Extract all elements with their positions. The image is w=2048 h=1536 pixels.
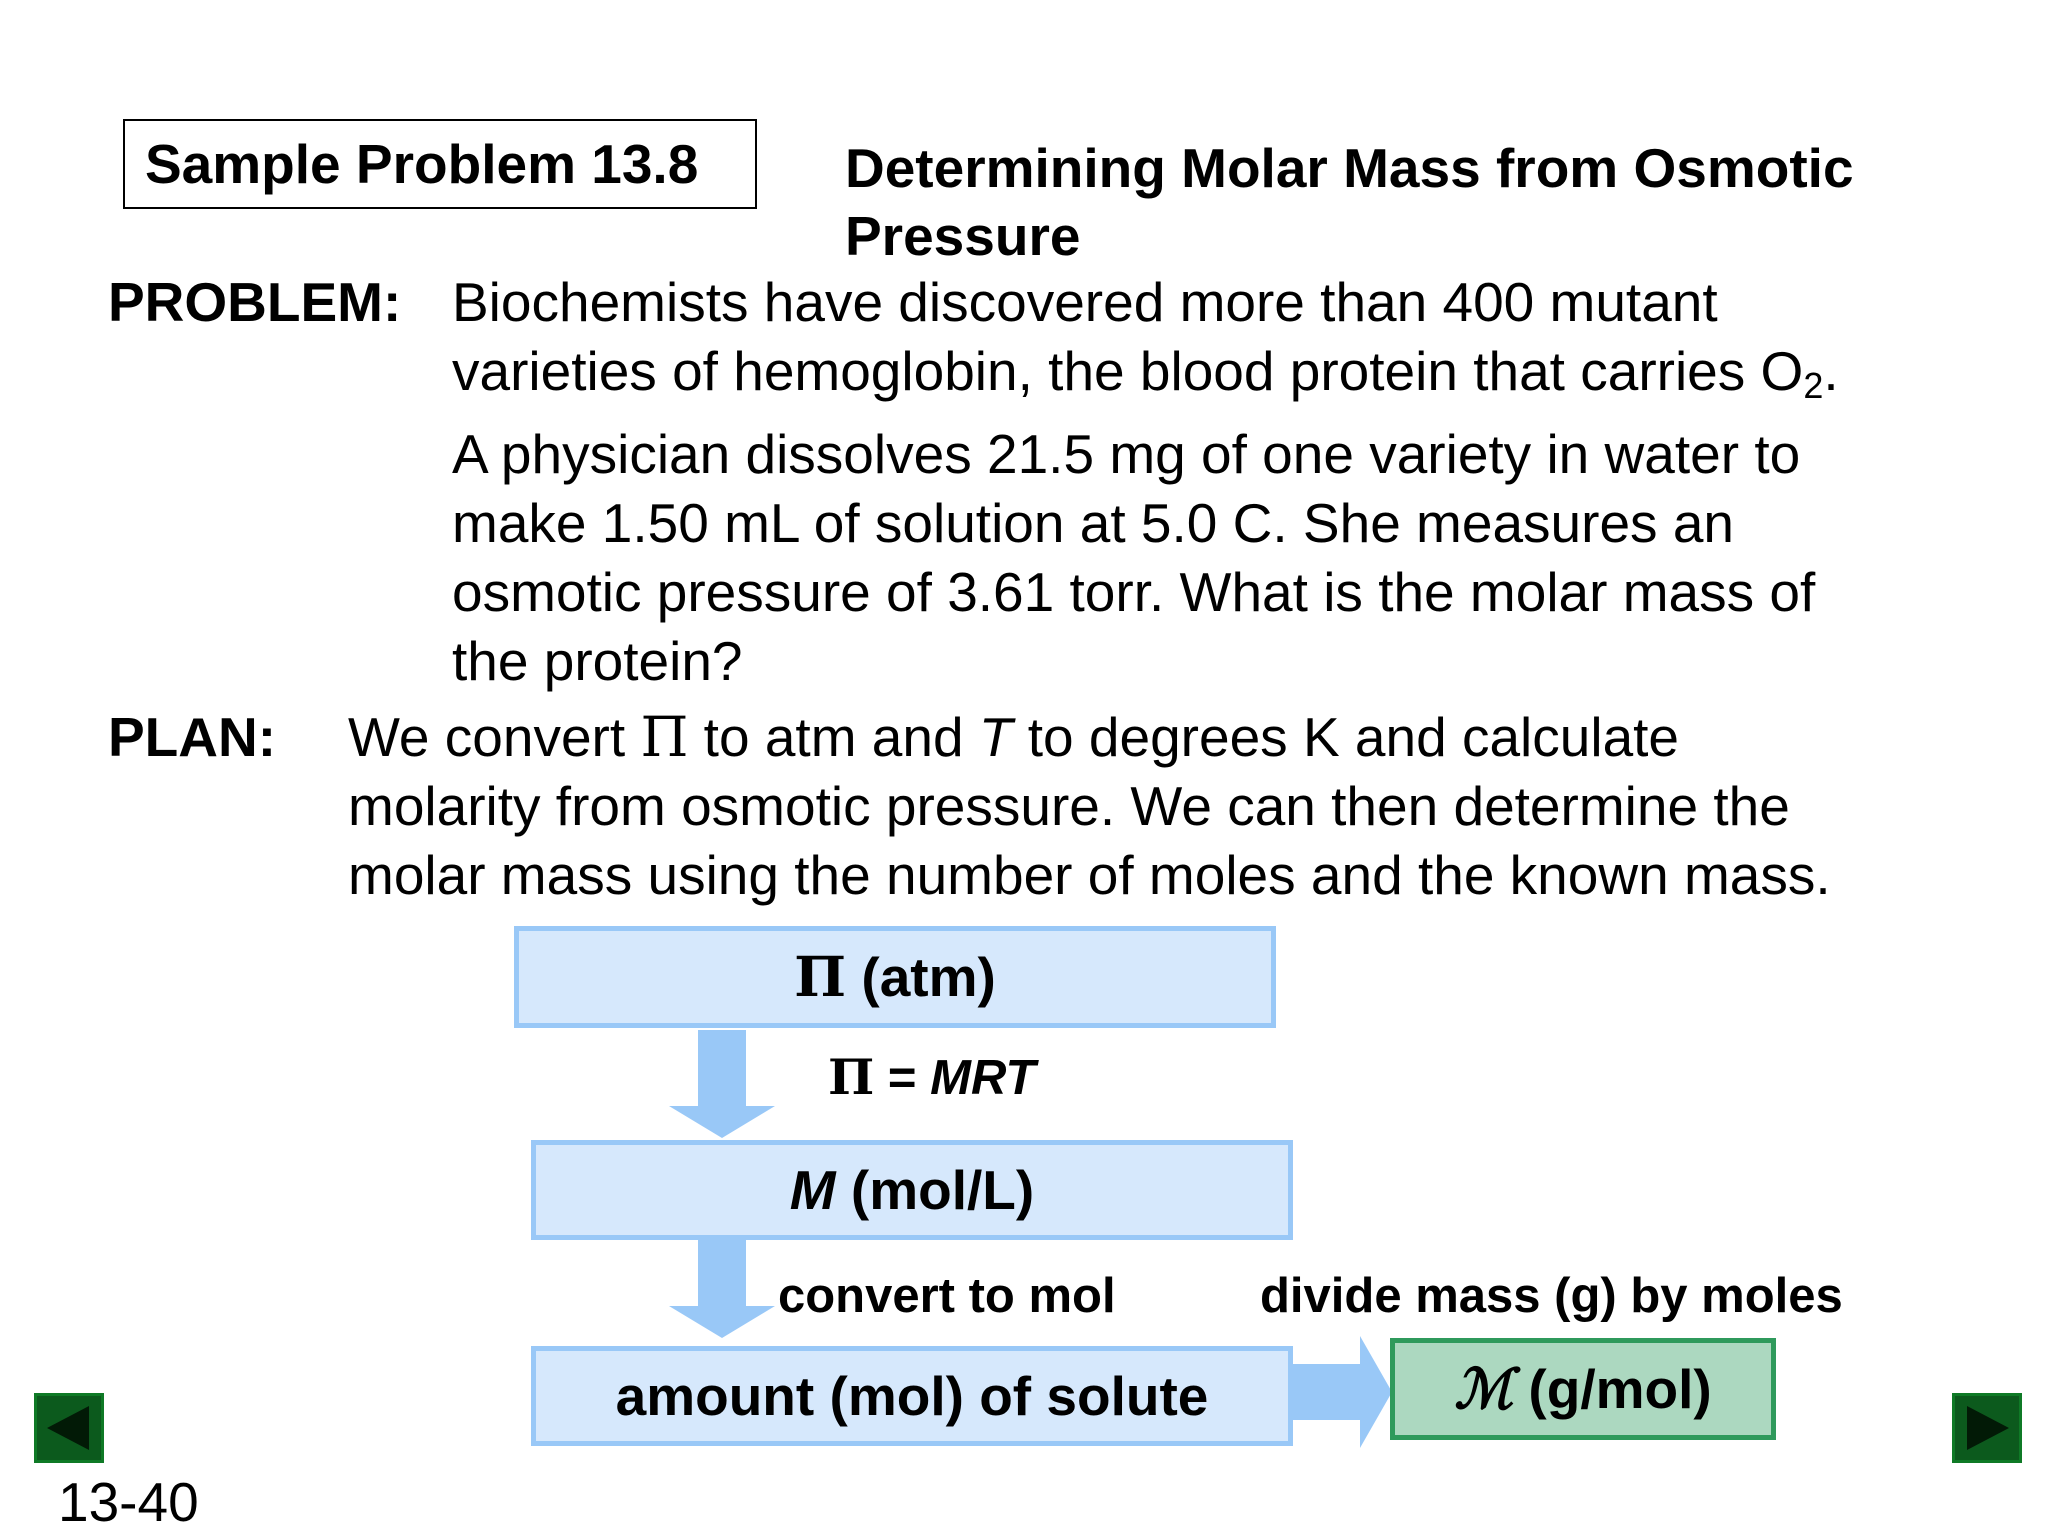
- molarity-box: M (mol/L): [531, 1140, 1293, 1240]
- problem-line-1: Biochemists have discovered more than 400 mutant: [452, 271, 1718, 333]
- problem-label: PROBLEM:: [108, 271, 402, 333]
- plan-label: PLAN:: [108, 706, 277, 768]
- slide-number: 13-40: [58, 1471, 199, 1533]
- equation-label: Π = MRT: [828, 1048, 1036, 1106]
- sample-problem-label: Sample Problem 13.8: [123, 119, 757, 209]
- plan-line-1: We convert Π to atm and T to degrees K and calculate: [348, 705, 1680, 769]
- moles-solute-box: amount (mol) of solute: [531, 1346, 1293, 1446]
- next-slide-button[interactable]: [1952, 1393, 2022, 1463]
- problem-line-2: varieties of hemoglobin, the blood protein that carries $O_2$.: [452, 340, 1839, 406]
- plan-line-2: molarity from osmotic pressure. We can then determine the: [348, 775, 1790, 837]
- divide-mass-label: divide mass (g) by moles: [1260, 1269, 1843, 1323]
- problem-line-5: osmotic pressure of 3.61 torr. What is the molar mass of: [452, 561, 1816, 623]
- convert-to-mol-label: convert to mol: [778, 1269, 1116, 1323]
- next-slide-icon: [1955, 1396, 2019, 1460]
- plan-line-3: molar mass using the number of moles and the known mass.: [348, 844, 1831, 906]
- down-arrow-1: [669, 1030, 775, 1138]
- previous-slide-icon: [37, 1396, 101, 1460]
- problem-line-6: the protein?: [452, 630, 743, 692]
- slide-title: Determining Molar Mass from Osmotic Pressure: [845, 137, 1854, 267]
- molar-mass-result-box: ℳ (g/mol): [1390, 1338, 1776, 1440]
- osmotic-pressure-box: Π (atm): [514, 926, 1276, 1028]
- right-arrow: [1290, 1336, 1392, 1448]
- problem-line-3: A physician dissolves 21.5 mg of one variety in water to: [452, 423, 1801, 485]
- previous-slide-button[interactable]: [34, 1393, 104, 1463]
- down-arrow-2: [669, 1236, 775, 1338]
- problem-line-4: make 1.50 mL of solution at 5.0 C. She measures an: [452, 492, 1734, 554]
